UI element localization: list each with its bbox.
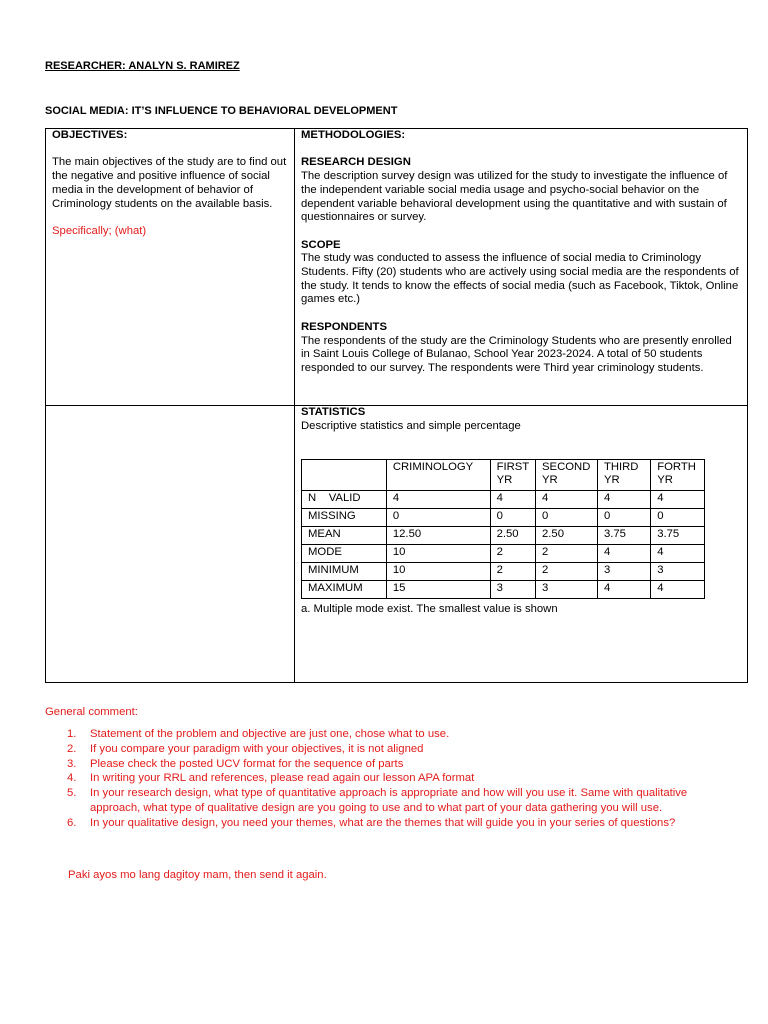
comment-number: 2. bbox=[67, 742, 77, 755]
stats-cell: 2.50 bbox=[490, 527, 535, 545]
stats-row bbox=[302, 581, 705, 599]
stats-cell: 4 bbox=[597, 581, 650, 599]
comments-closing: Paki ayos mo lang dagitoy mam, then send it again. bbox=[68, 869, 327, 881]
comment-text: Please check the posted UCV format for the sequence of parts bbox=[90, 757, 404, 770]
scope-heading: SCOPE bbox=[301, 238, 341, 251]
statistics-footnote: a. Multiple mode exist. The smallest value is shown bbox=[301, 603, 558, 615]
stats-row-label: MISSING bbox=[302, 509, 387, 527]
methodologies-cell bbox=[301, 129, 741, 376]
stats-cell: 3 bbox=[536, 581, 598, 599]
stats-cell: 10 bbox=[386, 563, 490, 581]
stats-row-label: MODE bbox=[302, 545, 387, 563]
stats-header-cell bbox=[302, 460, 387, 491]
stats-cell: 0 bbox=[536, 509, 598, 527]
stats-cell: 4 bbox=[386, 491, 490, 509]
comment-number: 4. bbox=[67, 772, 77, 785]
stats-cell: 4 bbox=[651, 545, 705, 563]
stats-cell: 0 bbox=[651, 509, 705, 527]
comments-heading: General comment: bbox=[45, 706, 138, 718]
stats-row bbox=[302, 563, 705, 581]
comment-text: If you compare your paradigm with your objectives, it is not aligned bbox=[90, 742, 424, 755]
objectives-note: Specifically; (what) bbox=[52, 224, 147, 237]
comment-number: 5. bbox=[67, 787, 77, 800]
stats-cell: 2 bbox=[490, 563, 535, 581]
stats-cell: 2 bbox=[536, 545, 598, 563]
statistics-body: Descriptive statistics and simple percentage bbox=[301, 419, 521, 432]
stats-row bbox=[302, 545, 705, 563]
comment-number: 3. bbox=[67, 757, 77, 770]
stats-cell: 4 bbox=[597, 491, 650, 509]
stats-cell: 12.50 bbox=[386, 527, 490, 545]
comment-item bbox=[45, 786, 725, 816]
stats-cell: 4 bbox=[490, 491, 535, 509]
objectives-heading: OBJECTIVES: bbox=[52, 129, 128, 141]
stats-cell: 3.75 bbox=[597, 527, 650, 545]
comment-text: In your research design, what type of quantitative approach is appropriate and how will you use it. Same with qualitative approach, what type of qualitative design are you going to use and to what part of your data gathering you will use. bbox=[90, 787, 688, 814]
scope-body: The study was conducted to assess the influence of social media to Criminology Students. Fifty (20) students who are actively using social media are the respondents of the study. It tends to know the effects of social media (such as Facebook, Tiktok, Online games etc.) bbox=[301, 252, 739, 306]
research-design-body: The description survey design was utilized for the study to investigate the influence of the independent variable social media usage and psycho-social behavior on the dependent variable behavioral development using the quantitative and with sustain of questionnaires or survey. bbox=[301, 170, 728, 224]
respondents-body: The respondents of the study are the Criminology Students who are presently enrolled in Saint Louis College of Bulanao, School Year 2023-2024. A total of 50 students responded to our survey. The respondents were Third year criminology students. bbox=[301, 334, 732, 374]
statistics-heading: STATISTICS bbox=[301, 406, 366, 418]
stats-cell: 4 bbox=[597, 545, 650, 563]
comment-item bbox=[45, 771, 725, 786]
stats-cell: 3.75 bbox=[651, 527, 705, 545]
stats-header-cell: THIRD YR bbox=[597, 460, 650, 491]
stats-cell: 3 bbox=[490, 581, 535, 599]
stats-header-cell: FIRST YR bbox=[490, 460, 535, 491]
stats-cell: 4 bbox=[651, 581, 705, 599]
stats-cell: 0 bbox=[490, 509, 535, 527]
document-title: SOCIAL MEDIA: IT’S INFLUENCE TO BEHAVIORAL DEVELOPMENT bbox=[45, 105, 398, 117]
methodologies-heading: METHODOLOGIES: bbox=[301, 129, 406, 141]
stats-cell: 3 bbox=[651, 563, 705, 581]
comments-list bbox=[45, 727, 725, 831]
comment-number: 6. bbox=[67, 816, 77, 829]
stats-header-cell: SECOND YR bbox=[536, 460, 598, 491]
stats-cell: 4 bbox=[536, 491, 598, 509]
stats-cell: 2.50 bbox=[536, 527, 598, 545]
stats-cell: 3 bbox=[597, 563, 650, 581]
stats-row bbox=[302, 527, 705, 545]
comment-item bbox=[45, 757, 725, 772]
objectives-body: The main objectives of the study are to find out the negative and positive influence of social media in the development of behavior of Criminology students on the available basis. bbox=[52, 156, 287, 210]
researcher-line: RESEARCHER: ANALYN S. RAMIREZ bbox=[45, 60, 240, 72]
stats-row-label: MAXIMUM bbox=[302, 581, 387, 599]
stats-row bbox=[302, 509, 705, 527]
comment-item bbox=[45, 742, 725, 757]
stats-cell: 0 bbox=[386, 509, 490, 527]
research-design-heading: RESEARCH DESIGN bbox=[301, 156, 411, 169]
stats-cell: 4 bbox=[651, 491, 705, 509]
stats-row-label: MEAN bbox=[302, 527, 387, 545]
stats-cell: 2 bbox=[490, 545, 535, 563]
statistics-table bbox=[301, 459, 705, 599]
comment-number: 1. bbox=[67, 728, 77, 740]
stats-row-label: MINIMUM bbox=[302, 563, 387, 581]
stats-cell: 2 bbox=[536, 563, 598, 581]
statistics-cell bbox=[301, 406, 741, 433]
comment-text: Statement of the problem and objective are just one, chose what to use. bbox=[90, 728, 450, 740]
stats-cell: 15 bbox=[386, 581, 490, 599]
stats-cell: 0 bbox=[597, 509, 650, 527]
comment-text: In your qualitative design, you need your themes, what are the themes that will guide you in your series of questions? bbox=[90, 816, 676, 829]
stats-row-label: N VALID bbox=[302, 491, 387, 509]
stats-cell: 10 bbox=[386, 545, 490, 563]
stats-row bbox=[302, 491, 705, 509]
stats-header-cell: FORTH YR bbox=[651, 460, 705, 491]
stats-header-cell: CRIMINOLOGY bbox=[386, 460, 490, 491]
objectives-cell bbox=[52, 129, 288, 239]
comment-item bbox=[45, 727, 725, 742]
stats-header-row bbox=[302, 460, 705, 491]
comment-text: In writing your RRL and references, please read again our lesson APA format bbox=[90, 772, 475, 785]
comment-item bbox=[45, 816, 725, 831]
respondents-heading: RESPONDENTS bbox=[301, 320, 387, 333]
